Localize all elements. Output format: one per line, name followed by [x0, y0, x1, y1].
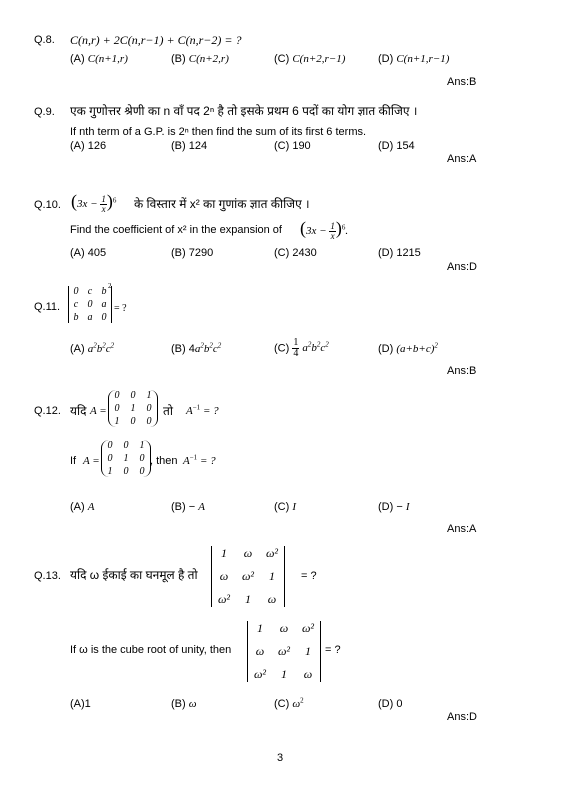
q12-number: Q.12. [34, 405, 61, 417]
q13-option-a: (A)1 [70, 698, 91, 710]
q12-hindi-lead: यदि [70, 404, 87, 418]
q13-answer: Ans:D [447, 711, 477, 723]
q8-option-a: (A) C(n+1,r) [70, 53, 128, 65]
q13-number: Q.13. [34, 570, 61, 582]
q11-answer: Ans:B [447, 365, 477, 377]
q12-matrix-label-english: A = [83, 455, 100, 467]
q10-english: Find the coefficient of x² in the expansion of [70, 224, 282, 236]
q9-option-d: (D) 154 [378, 140, 415, 152]
page-number: 3 [277, 752, 284, 764]
q10-option-a: (A) 405 [70, 247, 107, 259]
q13-option-d: (D) 0 [378, 698, 403, 710]
q13-option-c: (C) $\omega^2$ [274, 696, 304, 710]
q10-binomial-english: (3x − $\frac{1}{x}$ )$^6$. [300, 218, 349, 241]
q10-option-d: (D) 1215 [378, 247, 421, 259]
q11-option-c: (C) $\frac{1}{4}$ $a^2b^2c^2$ [274, 337, 329, 359]
q13-english-tail: = ? [325, 644, 341, 656]
q12-english-lead: If [70, 455, 77, 467]
q11-number: Q.11. [34, 301, 61, 313]
q9-answer: Ans:A [447, 153, 477, 165]
q8-number: Q.8. [34, 34, 55, 46]
q9-english: If nth term of a G.P. is 2ⁿ then find the sum of its first 6 terms. [70, 126, 367, 138]
q13-determinant-english: 1 ω ω² ω ω² 1 ω² 1 ω [247, 621, 321, 682]
q8-option-b: (B) C(n+2,r) [171, 53, 229, 65]
q8-option-d: (D) C(n+1,r−1) [378, 53, 450, 65]
q13-stem-tail: = ? [301, 570, 317, 582]
q9-option-c: (C) 190 [274, 140, 311, 152]
q12-matrix-label: A = [90, 405, 107, 417]
q12-answer: Ans:A [447, 523, 477, 535]
q8-answer: Ans:B [447, 76, 477, 88]
q11-stem-tail: = ? [114, 303, 127, 314]
q10-hindi: के विस्तार में x² का गुणांक ज्ञात कीजिए । [134, 197, 310, 211]
q10-number: Q.10. [34, 199, 61, 211]
q9-option-b: (B) 124 [171, 140, 208, 152]
q10-binomial: (3x − $\frac{1}{x}$ )$^6$ [71, 191, 117, 214]
q9-option-a: (A) 126 [70, 140, 107, 152]
q11-option-d: (D) $(a+b+c)^2$ [378, 341, 438, 355]
q13-option-b: (B) ω [171, 698, 197, 710]
q11-option-b: (B) $4a^2b^2c^2$ [171, 341, 222, 355]
q12-option-d: (D) − I [378, 501, 410, 513]
q11-option-a: (A) $a^2b^2c^2$ [70, 341, 115, 355]
q12-inverse-english: $A^{-1}$ = ? [183, 453, 216, 467]
q8-option-c: (C) C(n+2,r−1) [274, 53, 346, 65]
q12-option-a: (A) A [70, 501, 95, 513]
q12-inverse: $A^{-1}$ = ? [186, 403, 219, 417]
q12-hindi-tail: तो [163, 404, 173, 418]
q11-determinant: 0 c b c 0 a b a 0 [68, 286, 112, 323]
q12-matrix: 0 0 1 0 1 0 1 0 0 [108, 390, 158, 427]
q8-stem: C(n,r) + 2C(n,r−1) + C(n,r−2) = ? [70, 33, 242, 47]
q12-option-c: (C) I [274, 501, 297, 513]
q13-hindi: यदि ω ईकाई का घनमूल है तो [70, 568, 198, 582]
q9-hindi: एक गुणोत्तर श्रेणी का n वाँ पद 2ⁿ है तो इसके प्रथम 6 पदों का योग ज्ञात कीजिए । [70, 104, 418, 118]
q11-det-exponent: 2 [108, 282, 112, 290]
q12-matrix-english: 0 0 1 0 1 0 1 0 0 [101, 440, 151, 477]
q13-english: If ω is the cube root of unity, then [70, 644, 232, 656]
q10-option-b: (B) 7290 [171, 247, 214, 259]
q12-english-tail: , then [150, 455, 178, 467]
q9-number: Q.9. [34, 106, 55, 118]
q10-option-c: (C) 2430 [274, 247, 317, 259]
q13-determinant: 1 ω ω² ω ω² 1 ω² 1 ω [211, 546, 285, 607]
q12-option-b: (B) − A [171, 501, 205, 513]
q10-answer: Ans:D [447, 261, 477, 273]
